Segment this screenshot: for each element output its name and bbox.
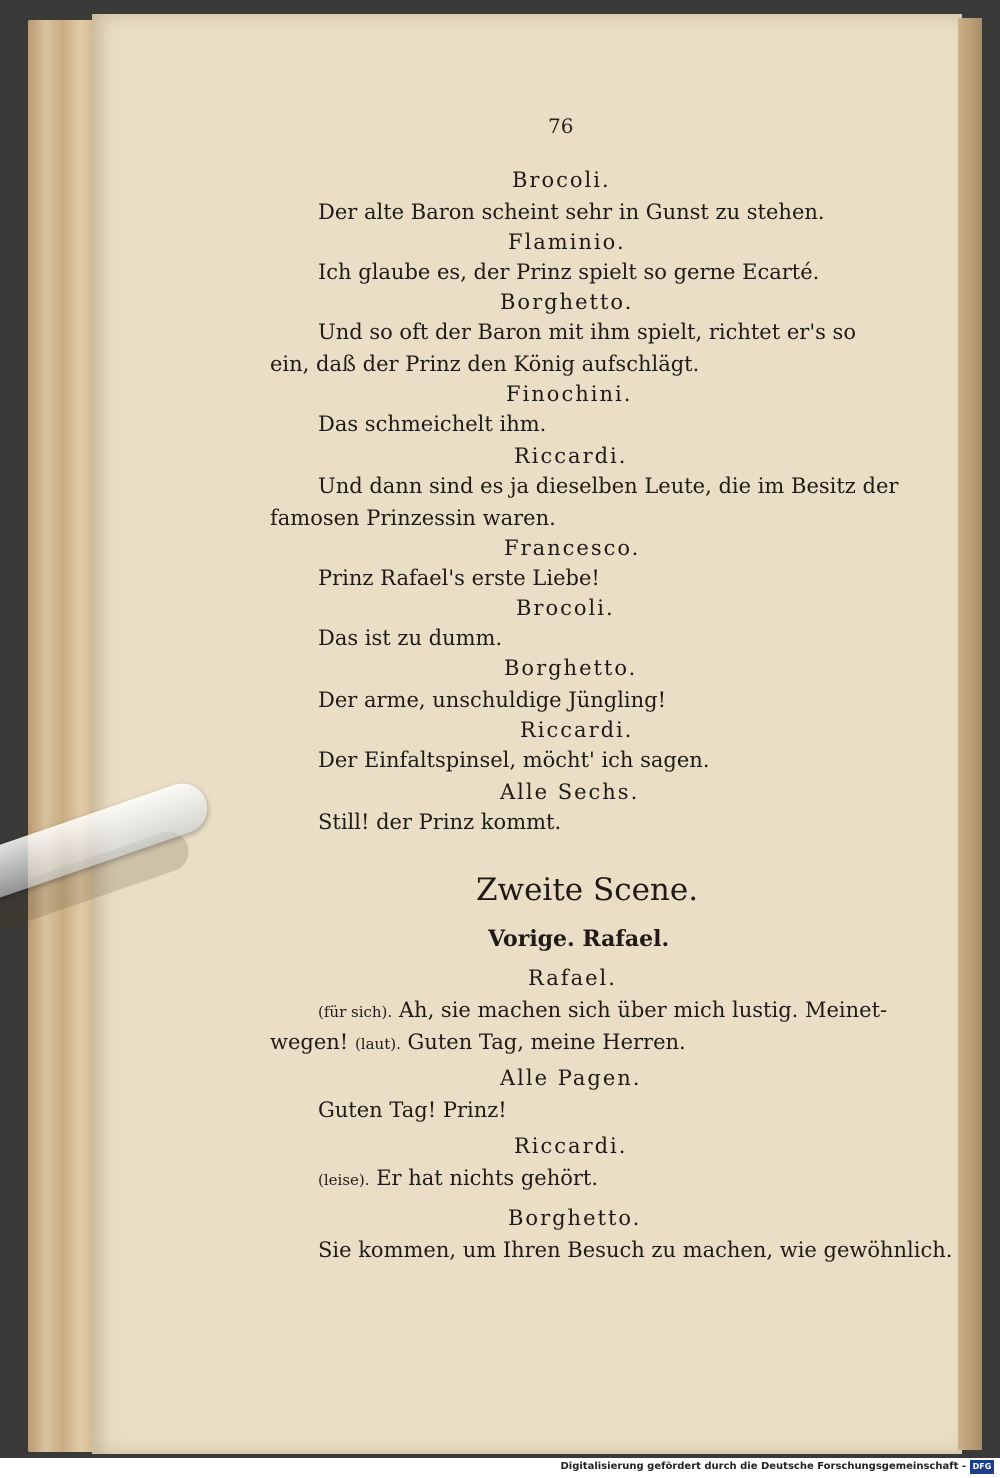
dialogue-line: ein, daß der Prinz den König aufschlägt. [270, 352, 700, 376]
speaker-label: Borghetto. [500, 290, 634, 314]
speaker-label: Francesco. [504, 536, 641, 560]
speaker-label: Alle Pagen. [500, 1066, 642, 1090]
book-page-edges [28, 20, 98, 1452]
dialogue-line: Und dann sind es ja dieselben Leute, die im Besitz der [318, 474, 899, 498]
dialogue-line: Der Einfaltspinsel, möcht' ich sagen. [318, 748, 710, 772]
book-right-edge [958, 18, 982, 1450]
dialogue-line [318, 1166, 598, 1190]
speaker-label: Borghetto. [504, 656, 638, 680]
dialogue-line [270, 1030, 686, 1054]
dialogue-line [318, 998, 887, 1022]
speaker-label: Rafael. [528, 966, 617, 990]
dialogue-text: Guten Tag, meine Herren. [407, 1030, 686, 1054]
dialogue-line: famosen Prinzessin waren. [270, 506, 556, 530]
speaker-label: Borghetto. [508, 1206, 642, 1230]
dialogue-line: Der arme, unschuldige Jüngling! [318, 688, 667, 712]
scene-cast: Vorige. Rafael. [488, 926, 670, 952]
dialogue-line: Und so oft der Baron mit ihm spielt, richtet er's so [318, 320, 856, 344]
speaker-label: Brocoli. [516, 596, 615, 620]
speaker-label: Riccardi. [514, 444, 628, 468]
speaker-label: Alle Sechs. [500, 780, 640, 804]
page-number: 76 [548, 114, 574, 138]
dialogue-text: Er hat nichts gehört. [376, 1166, 599, 1190]
dialogue-text: Ah, sie machen sich über mich lustig. Meinet- [398, 998, 888, 1022]
scene-title: Zweite Scene. [476, 872, 699, 908]
dialogue-line: Das ist zu dumm. [318, 626, 503, 650]
dialogue-line: Still! der Prinz kommt. [318, 810, 562, 834]
stage-direction: (leise). [318, 1171, 370, 1189]
dialogue-line: Ich glaube es, der Prinz spielt so gerne Ecarté. [318, 260, 820, 284]
dialogue-line: Sie kommen, um Ihren Besuch zu machen, wie gewöhnlich. [318, 1238, 953, 1262]
speaker-label: Finochini. [506, 382, 633, 406]
stage-direction: (für sich). [318, 1003, 393, 1021]
dfg-logo: DFG [970, 1460, 994, 1474]
speaker-label: Brocoli. [512, 168, 611, 192]
dialogue-line: Prinz Rafael's erste Liebe! [318, 566, 600, 590]
speaker-label: Riccardi. [520, 718, 634, 742]
dialogue-line: Der alte Baron scheint sehr in Gunst zu stehen. [318, 200, 825, 224]
speaker-label: Riccardi. [514, 1134, 628, 1158]
dialogue-line: Guten Tag! Prinz! [318, 1098, 507, 1122]
dialogue-line: Das schmeichelt ihm. [318, 412, 547, 436]
stage-direction: (laut). [354, 1035, 401, 1053]
dialogue-text: wegen! [270, 1030, 349, 1054]
speaker-label: Flaminio. [508, 230, 626, 254]
footer-credit: Digitalisierung gefördert durch die Deutsche Forschungsgemeinschaft - [560, 1461, 966, 1472]
